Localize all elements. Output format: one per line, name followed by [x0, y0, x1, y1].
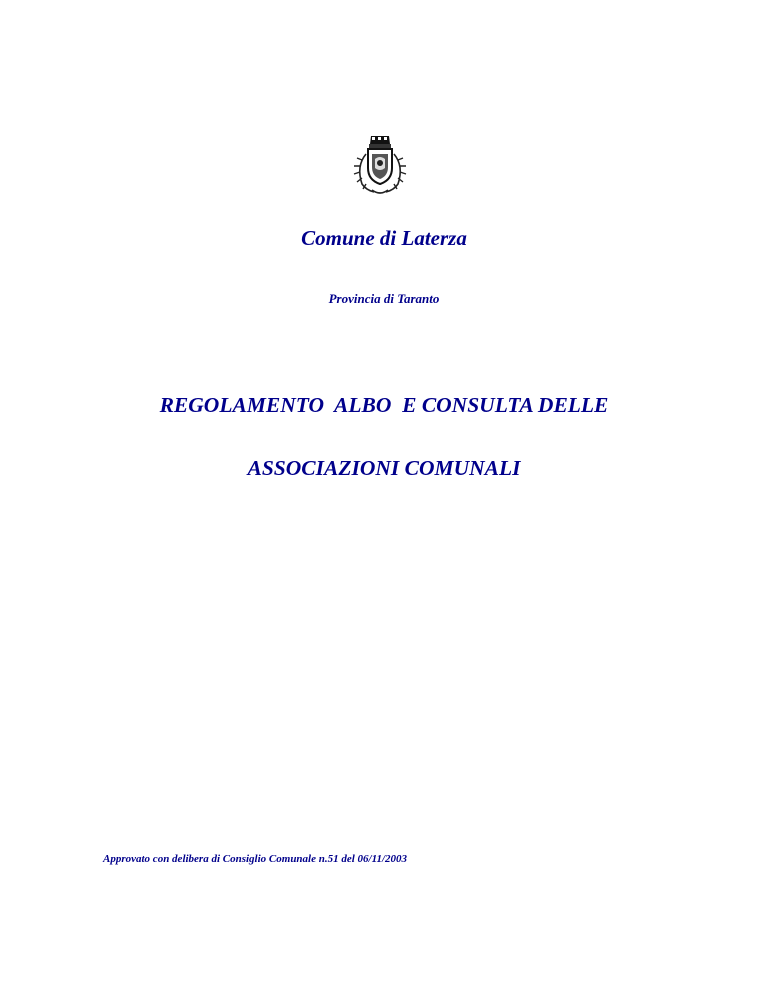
approval-note: Approvato con delibera di Consiglio Comunale n.51 del 06/11/2003 [103, 853, 408, 865]
document-title-line-2: ASSOCIAZIONI COMUNALI [247, 456, 521, 480]
coat-of-arms-icon [344, 132, 416, 198]
municipality-name: Comune di Laterza [301, 226, 467, 250]
document-title-line-1: REGOLAMENTO ALBO E CONSULTA DELLE [159, 393, 609, 417]
province-name: Provincia di Taranto [328, 291, 440, 306]
